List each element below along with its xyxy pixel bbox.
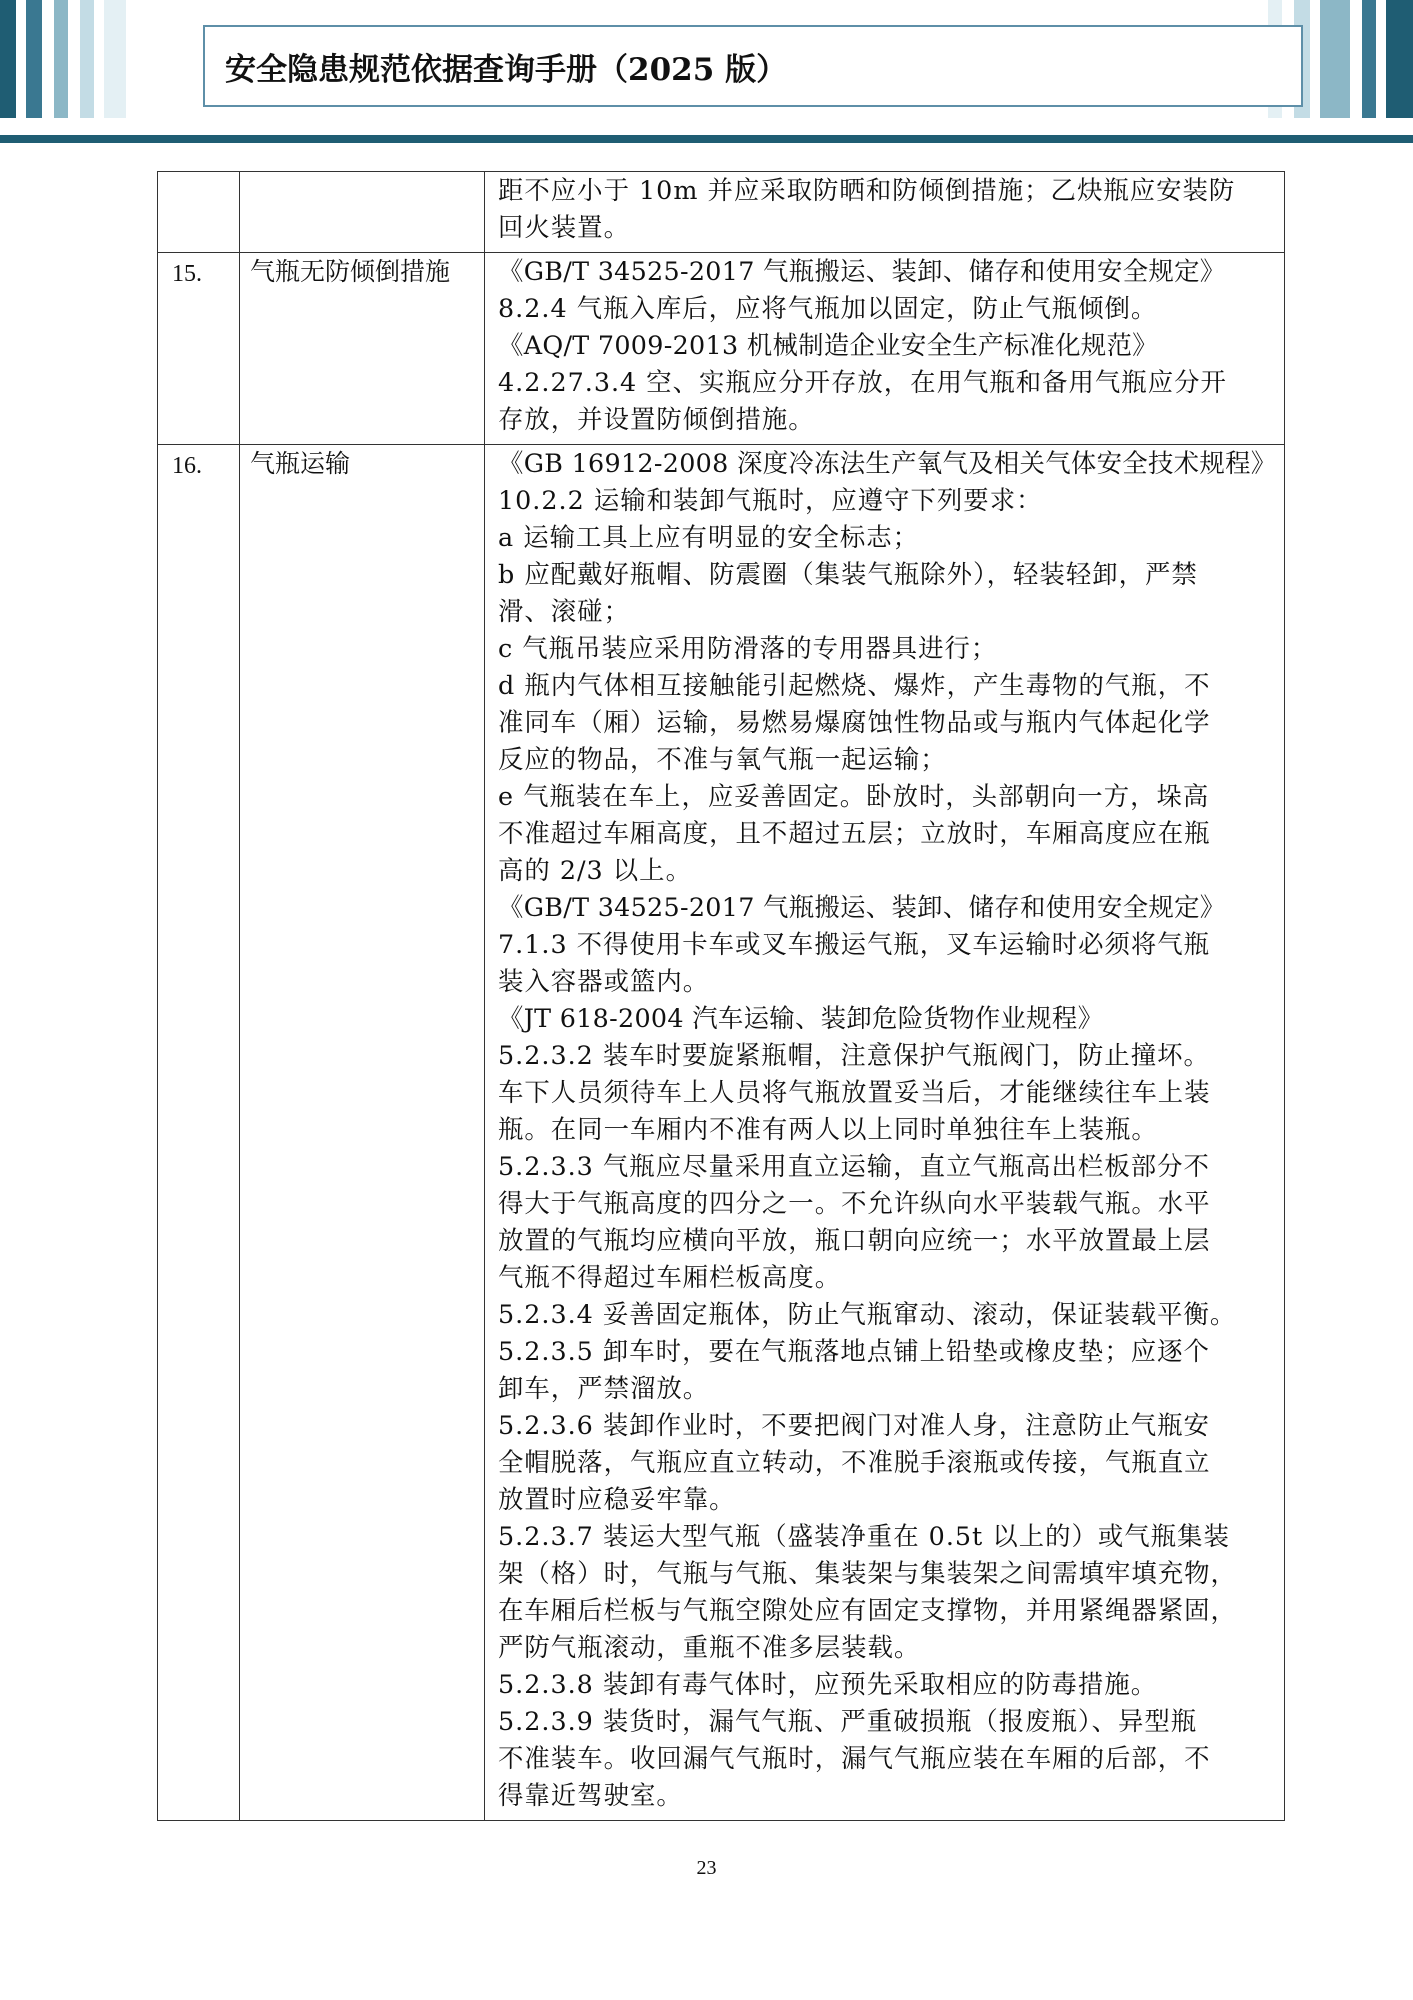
header-stripe bbox=[1320, 0, 1350, 118]
hazard-name bbox=[240, 172, 485, 253]
header-rule bbox=[0, 135, 1413, 143]
regulation-line: 5.2.3.3 气瓶应尽量采用直立运输，直立气瓶高出栏板部分不 bbox=[498, 1151, 1210, 1181]
standard-title: 《AQ/T 7009-2013 机械制造企业安全生产标准化规范》 bbox=[498, 330, 1158, 360]
header-stripe bbox=[26, 0, 42, 118]
page-title: 安全隐患规范依据查询手册（2025 版） bbox=[225, 52, 788, 88]
regulation-line: 5.2.3.6 装卸作业时，不要把阀门对准人身，注意防止气瓶安 bbox=[498, 1410, 1210, 1440]
regulation-line: 严防气瓶滚动，重瓶不准多层装载。 bbox=[498, 1632, 921, 1662]
table-row bbox=[158, 253, 1285, 445]
regulation-line: 放置的气瓶均应横向平放，瓶口朝向应统一；水平放置最上层 bbox=[498, 1225, 1211, 1255]
page-number: 23 bbox=[696, 1857, 717, 1879]
regulation-line: 滑、滚碰； bbox=[498, 596, 630, 626]
regulation-line: 回火装置。 bbox=[498, 212, 630, 242]
regulation-basis bbox=[485, 253, 1285, 445]
regulation-line: c 气瓶吊装应采用防滑落的专用器具进行； bbox=[498, 633, 998, 663]
regulation-line: 得靠近驾驶室。 bbox=[498, 1780, 683, 1810]
regulation-line: b 应配戴好瓶帽、防震圈（集装气瓶除外），轻装轻卸，严禁 bbox=[498, 559, 1198, 589]
row-number bbox=[158, 172, 240, 253]
standard-title: 《GB/T 34525-2017 气瓶搬运、装卸、储存和使用安全规定》 bbox=[498, 892, 1226, 922]
regulation-line: 距不应小于 10m 并应采取防晒和防倾倒措施；乙炔瓶应安装防 bbox=[498, 175, 1236, 205]
standard-title: 《GB 16912-2008 深度冷冻法生产氧气及相关气体安全技术规程》 bbox=[498, 448, 1277, 478]
table-row bbox=[158, 445, 1285, 1821]
header-stripe bbox=[1362, 0, 1376, 118]
regulation-line: d 瓶内气体相互接触能引起燃烧、爆炸，产生毒物的气瓶，不 bbox=[498, 670, 1211, 700]
regulation-line: 在车厢后栏板与气瓶空隙处应有固定支撑物，并用紧绳器紧固， bbox=[498, 1595, 1237, 1625]
table-body bbox=[158, 172, 1285, 1821]
regulations-table bbox=[157, 171, 1285, 1821]
header-stripe bbox=[80, 0, 94, 118]
regulation-line: 4.2.27.3.4 空、实瓶应分开存放，在用气瓶和备用气瓶应分开 bbox=[498, 367, 1227, 397]
regulation-line: 7.1.3 不得使用卡车或叉车搬运气瓶，叉车运输时必须将气瓶 bbox=[498, 929, 1211, 959]
regulation-line: 车下人员须待车上人员将气瓶放置妥当后，才能继续往车上装 bbox=[498, 1077, 1211, 1107]
regulation-line: 5.2.3.8 装卸有毒气体时，应预先采取相应的防毒措施。 bbox=[498, 1669, 1158, 1699]
standard-title: 《JT 618-2004 汽车运输、装卸危险货物作业规程》 bbox=[498, 1003, 1104, 1033]
regulation-line: 5.2.3.4 妥善固定瓶体，防止气瓶窜动、滚动，保证装载平衡。 bbox=[498, 1299, 1237, 1329]
regulation-line: 5.2.3.7 装运大型气瓶（盛装净重在 0.5t 以上的）或气瓶集装 bbox=[498, 1521, 1230, 1551]
standard-title: 《GB/T 34525-2017 气瓶搬运、装卸、储存和使用安全规定》 bbox=[498, 256, 1226, 286]
regulation-line: a 运输工具上应有明显的安全标志； bbox=[498, 522, 920, 552]
regulation-basis bbox=[485, 445, 1285, 1821]
table-row bbox=[158, 172, 1285, 253]
row-number: 15. bbox=[158, 253, 240, 445]
header-stripe bbox=[54, 0, 68, 118]
regulation-line: 8.2.4 气瓶入库后，应将气瓶加以固定，防止气瓶倾倒。 bbox=[498, 293, 1158, 323]
regulation-line: 不准超过车厢高度，且不超过五层；立放时，车厢高度应在瓶 bbox=[498, 818, 1211, 848]
regulation-line: 5.2.3.2 装车时要旋紧瓶帽，注意保护气瓶阀门，防止撞坏。 bbox=[498, 1040, 1210, 1070]
regulation-line: 准同车（厢）运输，易燃易爆腐蚀性物品或与瓶内气体起化学 bbox=[498, 707, 1211, 737]
regulation-basis bbox=[485, 172, 1285, 253]
header-stripe bbox=[1386, 0, 1413, 118]
regulation-line: 气瓶不得超过车厢栏板高度。 bbox=[498, 1262, 842, 1292]
regulation-line: 反应的物品，不准与氧气瓶一起运输； bbox=[498, 744, 947, 774]
regulation-line: 5.2.3.9 装货时，漏气气瓶、严重破损瓶（报废瓶）、异型瓶 bbox=[498, 1706, 1198, 1736]
regulation-line: 得大于气瓶高度的四分之一。不允许纵向水平装载气瓶。水平 bbox=[498, 1188, 1211, 1218]
regulation-line: 瓶。在同一车厢内不准有两人以上同时单独往车上装瓶。 bbox=[498, 1114, 1158, 1144]
regulation-line: 不准装车。收回漏气气瓶时，漏气气瓶应装在车厢的后部，不 bbox=[498, 1743, 1211, 1773]
header-stripe bbox=[104, 0, 126, 118]
header-stripe bbox=[0, 0, 16, 118]
regulation-line: 存放，并设置防倾倒措施。 bbox=[498, 404, 815, 434]
regulation-line: 5.2.3.5 卸车时，要在气瓶落地点铺上铅垫或橡皮垫；应逐个 bbox=[498, 1336, 1210, 1366]
hazard-name: 气瓶无防倾倒措施 bbox=[240, 253, 485, 445]
regulation-line: 放置时应稳妥牢靠。 bbox=[498, 1484, 736, 1514]
row-number: 16. bbox=[158, 445, 240, 1821]
regulation-line: 全帽脱落，气瓶应直立转动，不准脱手滚瓶或传接，气瓶直立 bbox=[498, 1447, 1211, 1477]
regulation-line: 架（格）时，气瓶与气瓶、集装架与集装架之间需填牢填充物， bbox=[498, 1558, 1237, 1588]
header-title-box bbox=[203, 25, 1303, 107]
regulation-line: 10.2.2 运输和装卸气瓶时，应遵守下列要求： bbox=[498, 485, 1043, 515]
regulation-line: e 气瓶装在车上，应妥善固定。卧放时，头部朝向一方，垛高 bbox=[498, 781, 1210, 811]
hazard-name: 气瓶运输 bbox=[240, 445, 485, 1821]
regulation-line: 卸车，严禁溜放。 bbox=[498, 1373, 710, 1403]
regulation-line: 装入容器或篮内。 bbox=[498, 966, 710, 996]
regulation-line: 高的 2/3 以上。 bbox=[498, 855, 692, 885]
